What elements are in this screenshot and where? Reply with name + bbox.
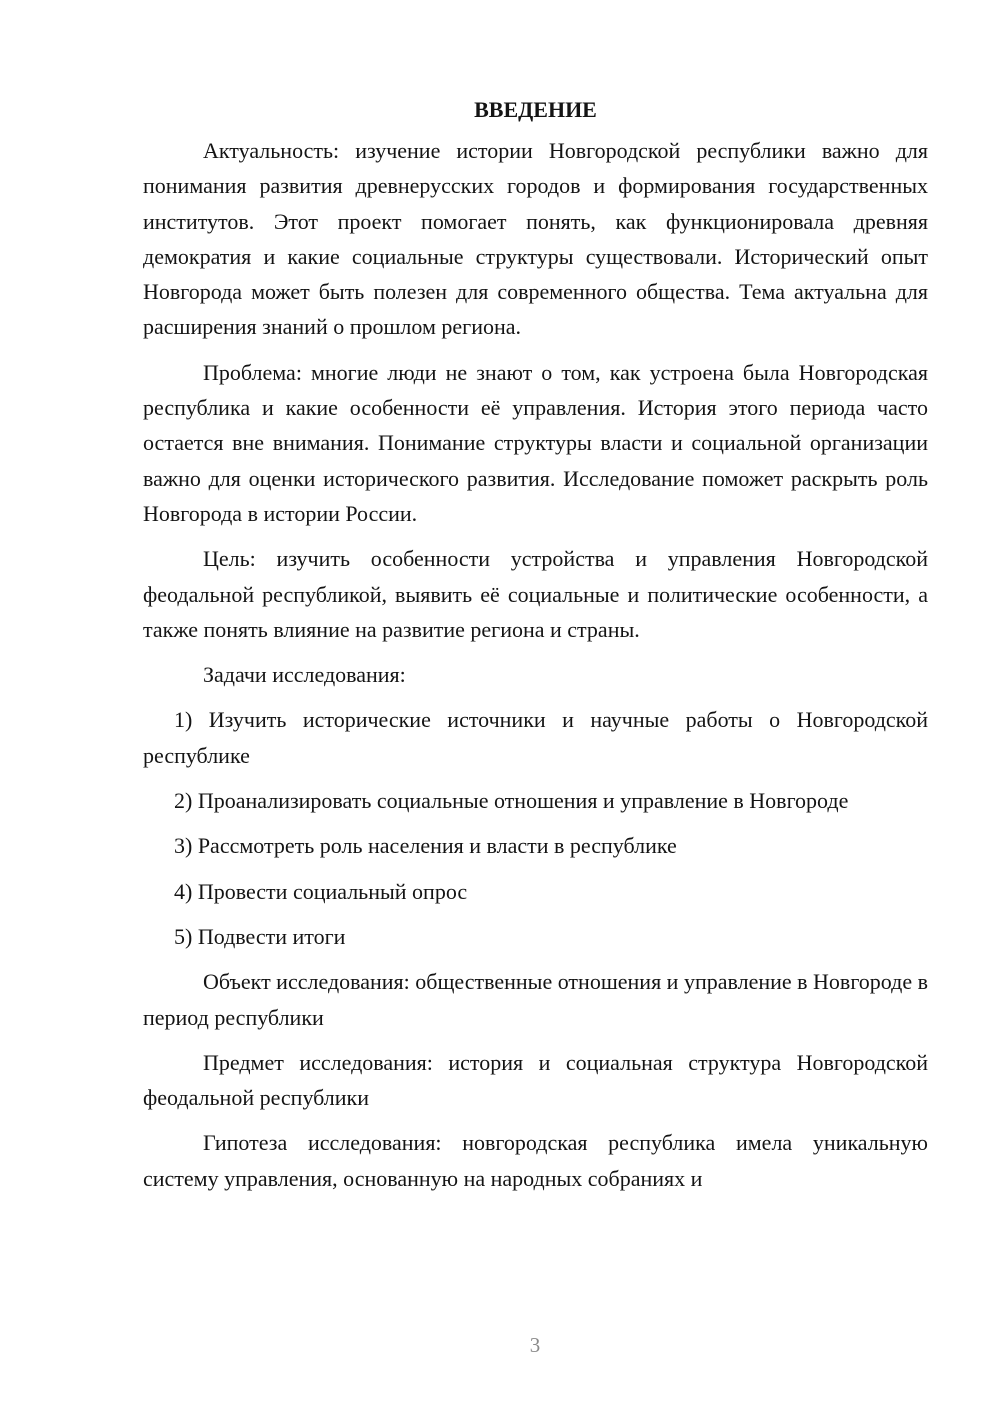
page-title: ВВЕДЕНИЕ <box>474 97 597 122</box>
task-item-1: 1) Изучить исторические источники и научные работы о Новгородской республике <box>143 707 928 768</box>
paragraph-hypothesis: Гипотеза исследования: новгородская республика имела уникальную систему управления, основанную на народных собраниях и <box>143 1130 928 1191</box>
paragraph-problem: Проблема: многие люди не знают о том, как устроена была Новгородская республика и какие особенности её управления. История этого периода часто остается вне внимания. Понимание структуры власти и социальной организации важно для оценки исторического развития. Исследование поможет раскрыть роль Новгорода в истории России. <box>143 359 928 526</box>
task-item-4: 4) Провести социальный опрос <box>174 878 468 904</box>
paragraph-relevance: Актуальность: изучение истории Новгородской республики важно для понимания развития древнерусских городов и формирования государственных институтов. Этот проект помогает понять, как функционировала древняя демократия и какие социальные структуры существовали. Исторический опыт Новгорода может быть полезен для современного общества. Тема актуальна для расширения знаний о прошлом региона. <box>143 138 928 340</box>
task-item-5: 5) Подвести итоги <box>174 923 346 949</box>
page-number: 3 <box>529 1333 541 1357</box>
paragraph-goal: Цель: изучить особенности устройства и управления Новгородской феодальной республикой, выявить её социальные и политические особенности, а также понять влияние на развитие региона и страны. <box>143 546 928 642</box>
paragraph-object: Объект исследования: общественные отношения и управление в Новгороде в период республики <box>143 969 929 1030</box>
task-item-3: 3) Рассмотреть роль населения и власти в республике <box>174 833 677 859</box>
paragraph-tasks-heading: Задачи исследования: <box>203 662 406 688</box>
task-item-2: 2) Проанализировать социальные отношения и управление в Новгороде <box>174 788 849 814</box>
document-page <box>143 92 928 1206</box>
paragraph-subject: Предмет исследования: история и социальная структура Новгородской феодальной республики <box>143 1049 928 1111</box>
